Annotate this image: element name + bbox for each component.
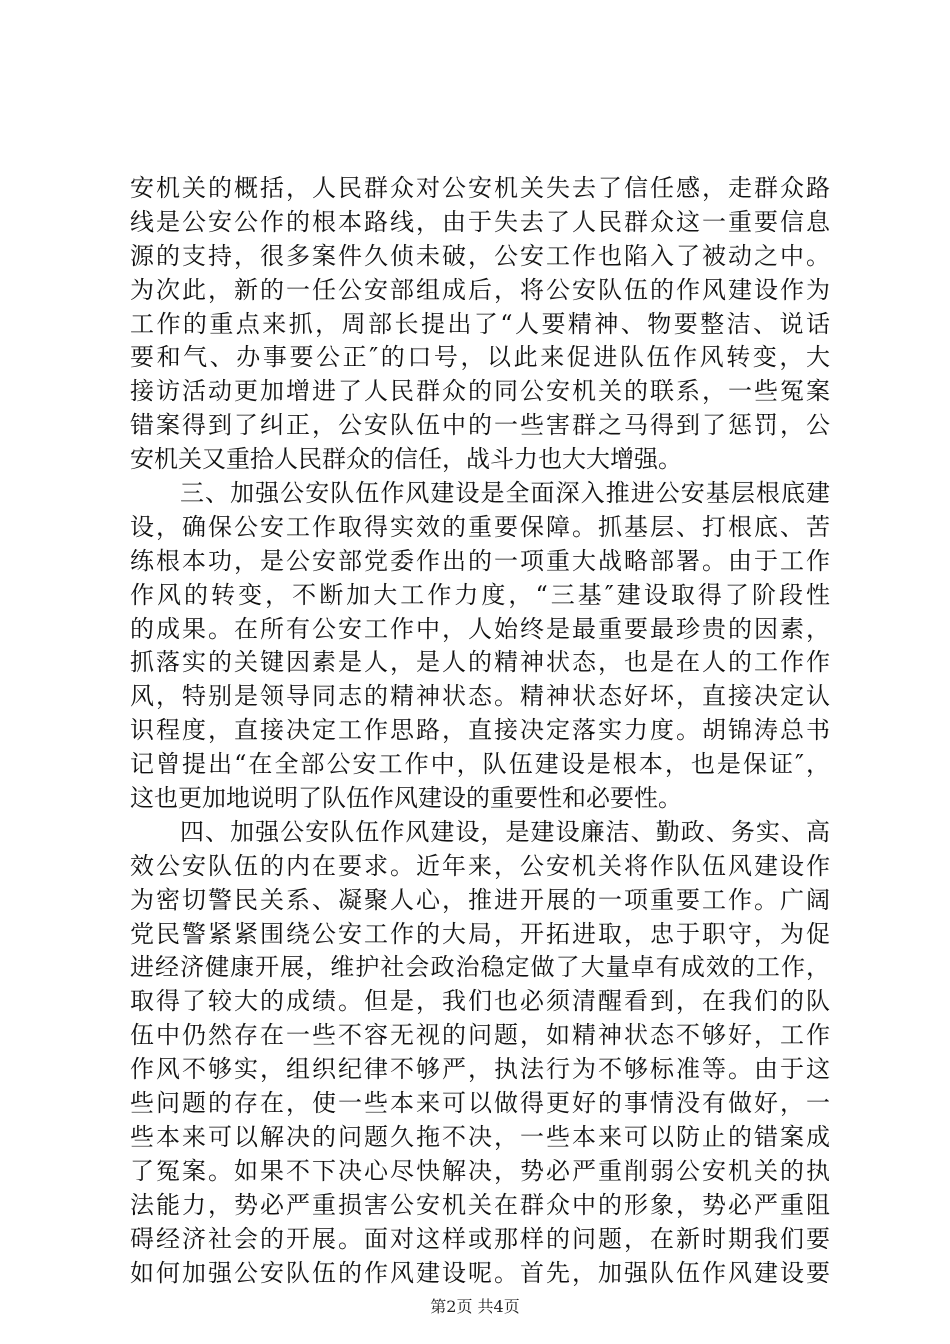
text-line: 取得了较大的成绩。但是，我们也必须清醒看到，在我们的队: [130, 987, 830, 1016]
text-line: 练根本功，是公安部党委作出的一项重大战略部署。由于工作: [130, 546, 830, 575]
text-line: 设，确保公安工作取得实效的重要保障。抓基层、打根底、苦: [130, 512, 830, 541]
text-line: 些问题的存在，使一些本来可以做得更好的事情没有做好，一: [130, 1089, 830, 1118]
text-line: 这也更加地说明了队伍作风建设的重要性和必要性。: [130, 784, 682, 813]
text-line: 接访活动更加增进了人民群众的同公安机关的联系，一些冤案: [130, 377, 830, 406]
text-line: 工作的重点来抓，周部长提出了“人要精神、物要整洁、说话: [130, 309, 830, 338]
text-line: 记曾提出“在全部公安工作中，队伍建设是根本，也是保证″，: [130, 750, 830, 779]
text-line: 为次此，新的一任公安部组成后，将公安队伍的作风建设作为: [130, 275, 830, 304]
text-line: 要和气、办事要公正″的口号，以此来促进队伍作风转变，大: [130, 343, 830, 372]
body-text: [130, 172, 830, 1290]
text-line: 法能力，势必严重损害公安机关在群众中的形象，势必严重阻: [130, 1190, 830, 1219]
text-line: 源的支持，很多案件久侦未破，公安工作也陷入了被动之中。: [130, 241, 830, 270]
text-line: 伍中仍然存在一些不容无视的问题，如精神状态不够好，工作: [130, 1021, 830, 1050]
text-line: 些本来可以解决的问题久拖不决，一些本来可以防止的错案成: [130, 1122, 830, 1151]
text-line: 风，特别是领导同志的精神状态。精神状态好坏，直接决定认: [130, 682, 830, 711]
text-line: 安机关又重拾人民群众的信任，战斗力也大大增强。: [130, 445, 682, 474]
text-line: 抓落实的关键因素是人，是人的精神状态，也是在人的工作作: [130, 648, 830, 677]
text-line: 错案得到了纠正，公安队伍中的一些害群之马得到了惩罚，公: [130, 411, 830, 440]
text-line: 作风的转变，不断加大工作力度，“三基″建设取得了阶段性: [130, 580, 830, 609]
text-line: 识程度，直接决定工作思路，直接决定落实力度。胡锦涛总书: [130, 716, 830, 745]
text-line: 为密切警民关系、凝聚人心，推进开展的一项重要工作。广阔: [130, 885, 830, 914]
text-line: 了冤案。如果不下决心尽快解决，势必严重削弱公安机关的执: [130, 1156, 830, 1185]
paragraph-start-line: 三、加强公安队伍作风建设是全面深入推进公安基层根底建: [180, 479, 830, 508]
text-line: 作风不够实，组织纪律不够严，执法行为不够标准等。由于这: [130, 1055, 830, 1084]
text-line: 线是公安公作的根本路线，由于失去了人民群众这一重要信息: [130, 207, 830, 236]
paragraph-start-line: 四、加强公安队伍作风建设，是建设廉洁、勤政、务实、高: [180, 817, 830, 846]
text-line: 效公安队伍的内在要求。近年来，公安机关将作队伍风建设作: [130, 851, 830, 880]
text-line: 碍经济社会的开展。面对这样或那样的问题，在新时期我们要: [130, 1224, 830, 1253]
text-line: 进经济健康开展，维护社会政治稳定做了大量卓有成效的工作，: [130, 953, 830, 982]
text-line: 安机关的概括，人民群众对公安机关失去了信任感，走群众路: [130, 174, 830, 202]
text-line: 如何加强公安队伍的作风建设呢。首先，加强队伍作风建设要: [130, 1258, 830, 1287]
text-line: 的成果。在所有公安工作中，人始终是最重要最珍贵的因素，: [130, 614, 830, 643]
text-line: 党民警紧紧围绕公安工作的大局，开拓进取，忠于职守，为促: [130, 919, 830, 948]
page-number-footer: 第2页 共4页: [430, 1297, 520, 1316]
